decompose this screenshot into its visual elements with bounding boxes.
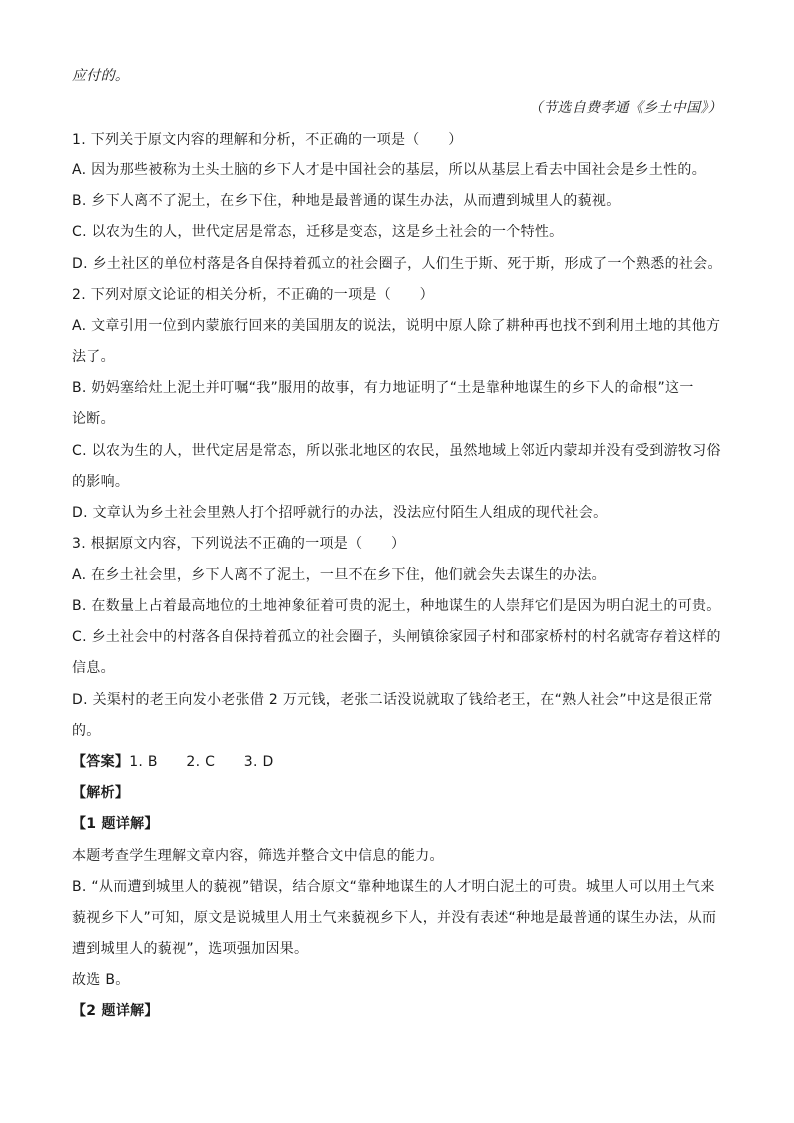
analysis-label: 【解析】 (72, 785, 130, 801)
detail1-para-line2: 藐视乡下人”可知，原文是说城里人用土气来藐视乡下人，并没有表述“种地是最普通的谋生办法，从而 (72, 910, 717, 926)
q3-option-c-line1: C. 乡土社会中的村落各自保持着孤立的社会圈子，头闸镇徐家园子村和邵家桥村的村名就寄存着这样的 (72, 629, 721, 645)
q2-option-a-line1: A. 文章引用一位到内蒙旅行回来的美国朋友的说法，说明中原人除了耕种再也找不到利用土地的其他方 (72, 318, 721, 334)
q2-stem: 2. 下列对原文论证的相关分析，不正确的一项是（ ） (72, 287, 434, 303)
q2-option-b-line2: 论断。 (72, 411, 115, 427)
answer-text: 1. B 2. C 3. D (129, 754, 274, 770)
detail1-para-line1: B. “从而遭到城里人的藐视”错误，结合原文“靠种地谋生的人才明白泥土的可贵。城里人可以用土气来 (72, 879, 715, 895)
q3-option-c-line2: 信息。 (72, 660, 115, 676)
q3-option-d-line1: D. 关渠村的老王向发小老张借 2 万元钱，老张二话没说就取了钱给老王，在“熟人社会”中这是很正常 (72, 692, 713, 708)
answer-label: 【答案】 (72, 754, 130, 770)
top-fragment: 应付的。 (72, 68, 130, 84)
detail1-conclusion: 故选 B。 (72, 972, 130, 988)
q1-stem: 1. 下列关于原文内容的理解和分析，不正确的一项是（ ） (72, 132, 463, 148)
source-citation: （节选自费孝通《乡土中国》） (528, 100, 722, 116)
q2-option-c-line2: 的影响。 (72, 474, 130, 490)
q1-option-c: C. 以农为生的人，世代定居是常态，迁移是变态，这是乡土社会的一个特性。 (72, 224, 564, 240)
detail1-label: 【1 题详解】 (72, 816, 159, 832)
detail2-label: 【2 题详解】 (72, 1003, 159, 1019)
q2-option-d: D. 文章认为乡土社会里熟人打个招呼就行的办法，没法应付陌生人组成的现代社会。 (72, 505, 608, 521)
detail1-intro: 本题考查学生理解文章内容，筛选并整合文中信息的能力。 (72, 848, 444, 864)
q2-option-a-line2: 法了。 (72, 349, 115, 365)
q2-option-c-line1: C. 以农为生的人，世代定居是常态，所以张北地区的农民，虽然地域上邻近内蒙却并没有受到游牧习俗 (72, 443, 721, 459)
q2-option-b-line1: B. 奶妈塞给灶上泥土并叮嘱“我”服用的故事，有力地证明了“土是靠种地谋生的乡下人的命根”这一 (72, 380, 694, 396)
detail1-para-line3: 遭到城里人的藐视”，选项强加因果。 (72, 941, 309, 957)
answer-row (72, 752, 722, 772)
q3-option-a: A. 在乡土社会里，乡下人离不了泥土，一旦不在乡下住，他们就会失去谋生的办法。 (72, 567, 606, 583)
q1-option-d: D. 乡土社区的单位村落是各自保持着孤立的社会圈子，人们生于斯、死于斯，形成了一个熟悉的社会。 (72, 256, 722, 272)
q1-option-b: B. 乡下人离不了泥土，在乡下住，种地是最普通的谋生办法，从而遭到城里人的藐视。 (72, 193, 621, 209)
q3-option-d-line2: 的。 (72, 723, 101, 739)
q1-option-a: A. 因为那些被称为土头土脑的乡下人才是中国社会的基层，所以从基层上看去中国社会是乡土性的。 (72, 162, 707, 178)
q3-stem: 3. 根据原文内容，下列说法不正确的一项是（ ） (72, 536, 406, 552)
q3-option-b: B. 在数量上占着最高地位的土地神象征着可贵的泥土，种地谋生的人崇拜它们是因为明白泥土的可贵。 (72, 598, 721, 614)
